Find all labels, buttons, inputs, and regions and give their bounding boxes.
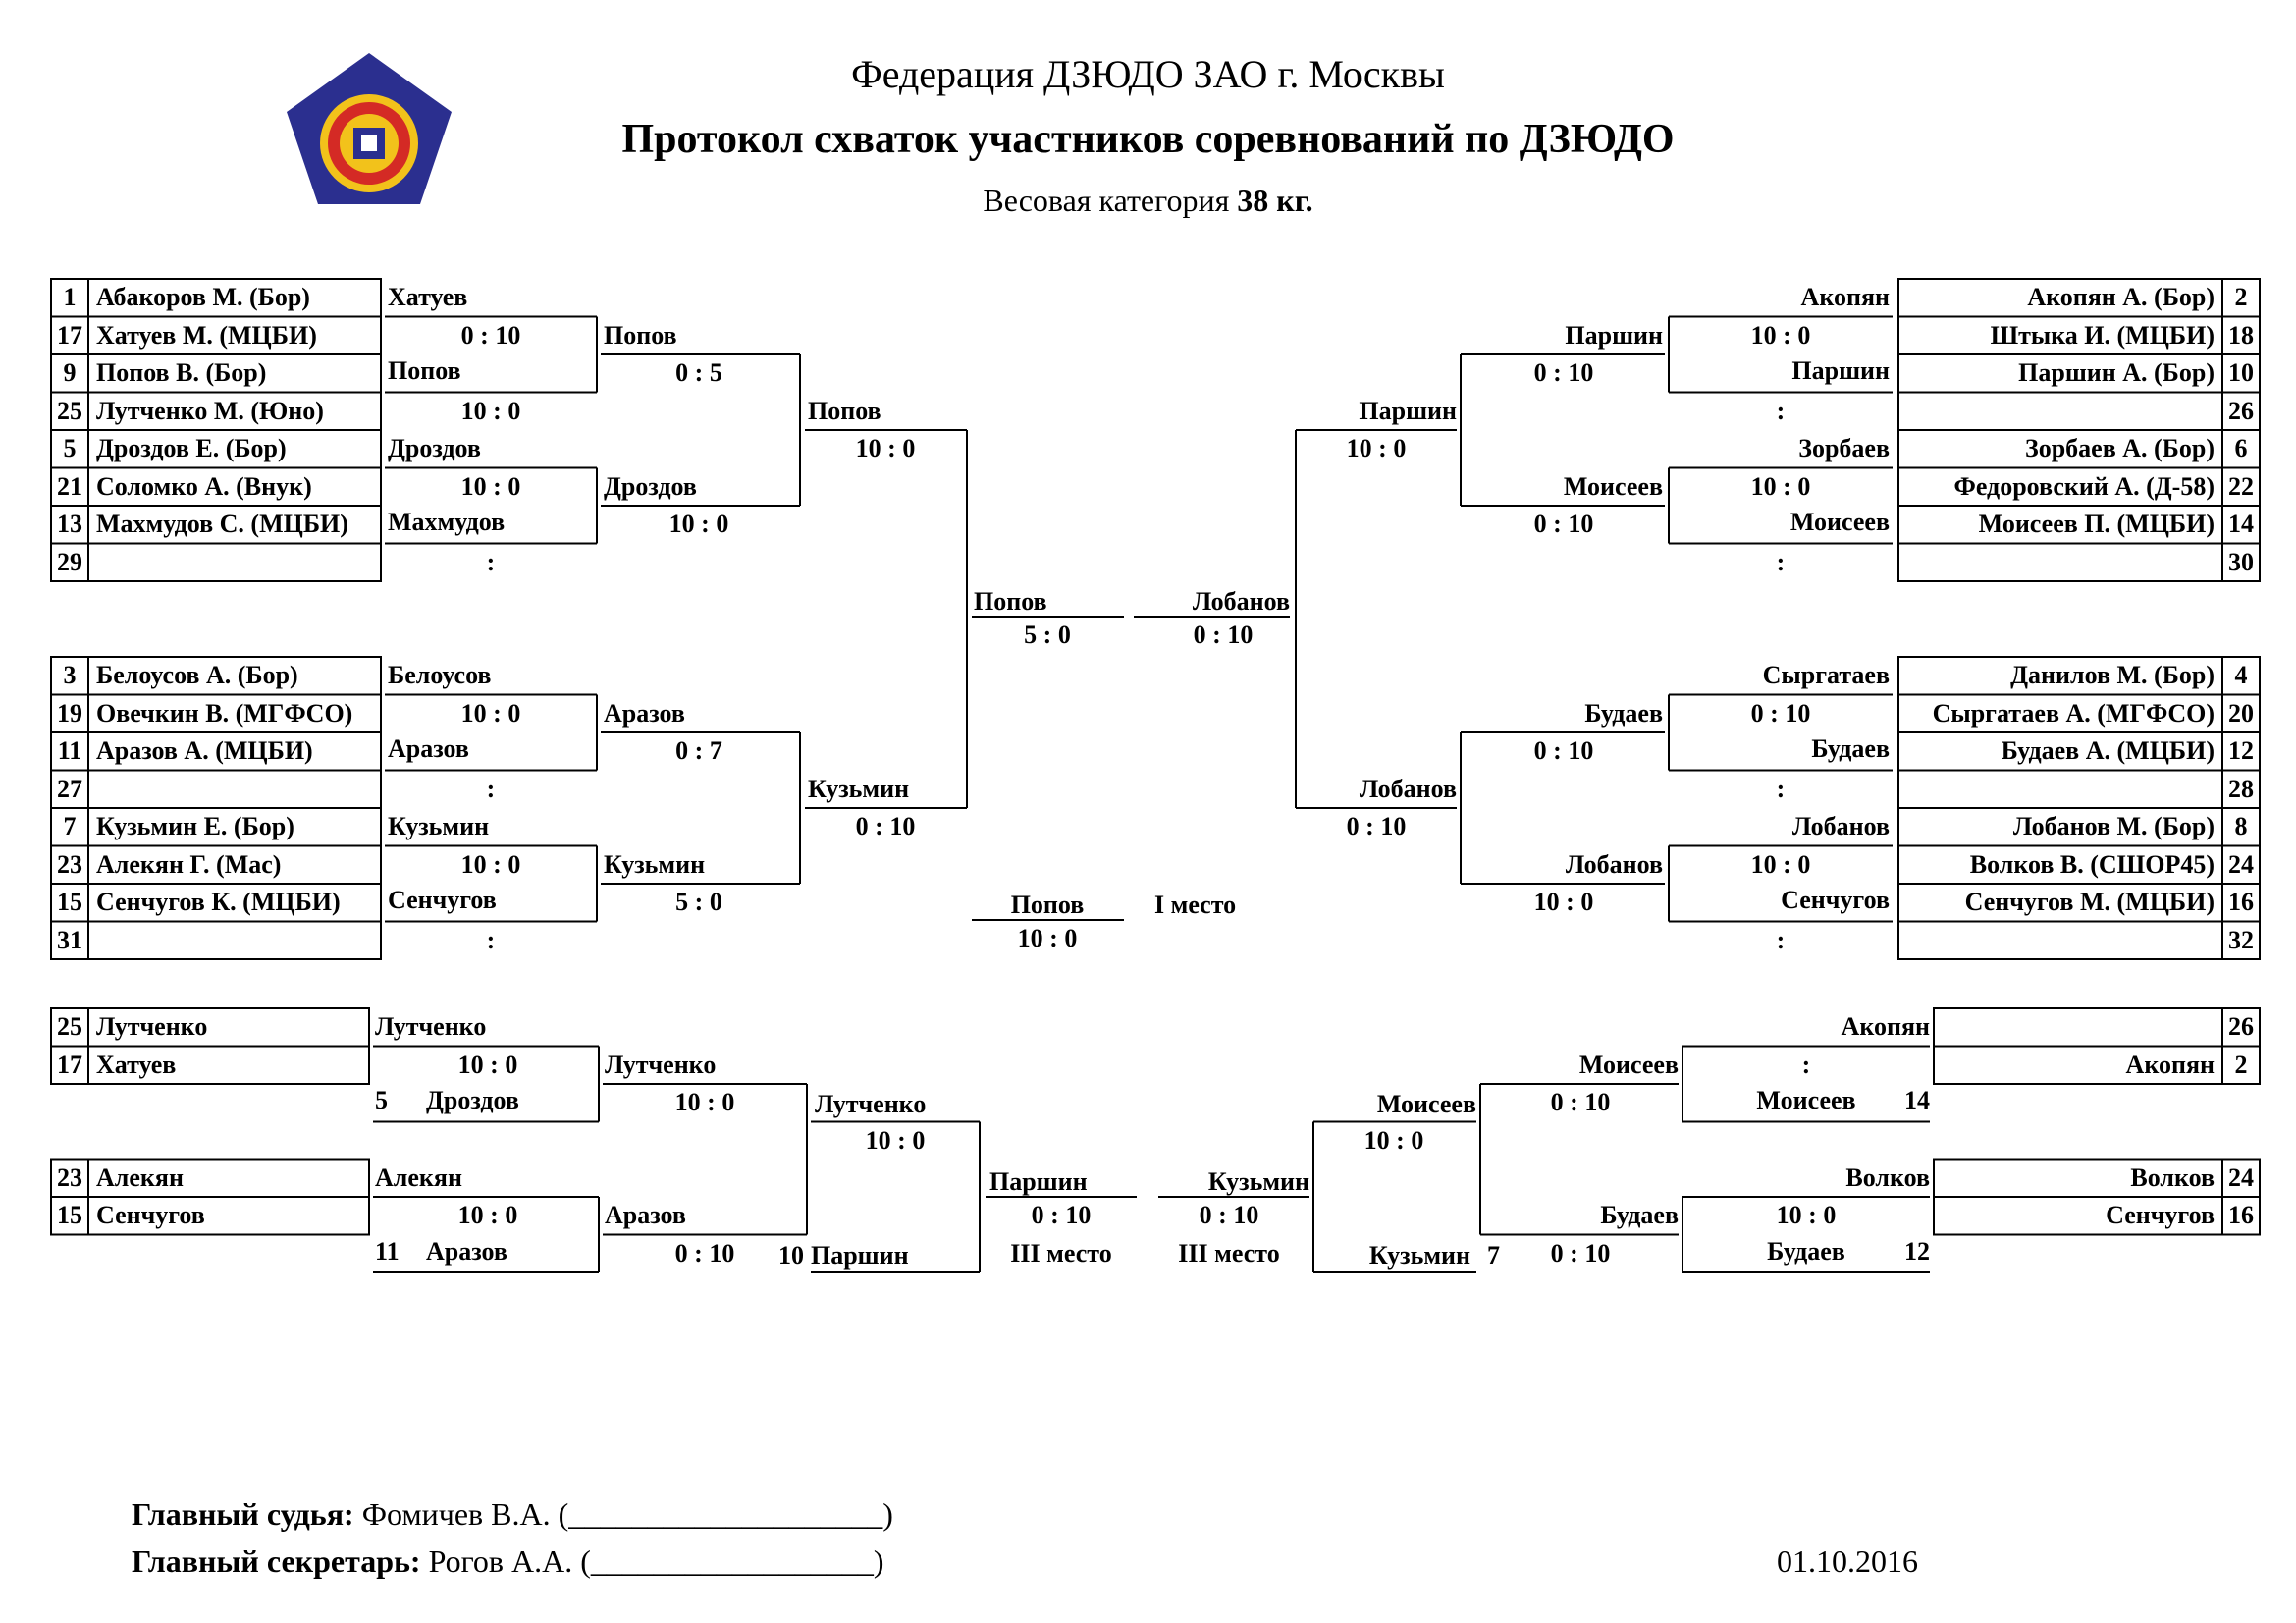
seed-number: 12 <box>2228 736 2254 765</box>
seed-number: 26 <box>2228 396 2254 425</box>
match-score: 10 : 0 <box>457 1201 518 1229</box>
protocol-title: Протокол схваток участников соревнований по ДЗЮДО <box>621 117 1675 162</box>
winner-name: Акопян <box>1841 1012 1930 1041</box>
participant-name: Сенчугов <box>96 1201 205 1229</box>
winner-name: Лобанов <box>1359 774 1457 803</box>
winner-name: Алекян <box>375 1163 462 1192</box>
chief-secretary-label: Главный секретарь: <box>132 1543 421 1579</box>
participant-name: Аразов А. (МЦБИ) <box>96 736 313 765</box>
participant-name: Волков В. (СШОР45) <box>1969 849 2215 879</box>
participant-name: Дроздов <box>426 1086 519 1114</box>
chief-judge <box>132 1496 893 1532</box>
seed-number: 32 <box>2228 925 2254 954</box>
winner-name: Лутченко <box>815 1090 927 1118</box>
seed-number: 22 <box>2228 471 2254 501</box>
semifinal-winner: Попов <box>974 586 1047 616</box>
winner-name: Волков <box>1845 1163 1930 1192</box>
seed-number: 18 <box>2228 320 2254 350</box>
final-winner: Попов <box>1010 890 1085 919</box>
seed-number: 19 <box>57 698 82 728</box>
participant-name: Данилов М. (Бор) <box>2010 661 2215 689</box>
seed-number: 27 <box>57 774 82 803</box>
participant-name: Кузьмин Е. (Бор) <box>96 812 294 840</box>
winner-name: Лобанов <box>1565 849 1663 879</box>
match-score: 10 : 0 <box>668 510 729 538</box>
participant-name: Моисеев <box>1756 1086 1856 1114</box>
winner-name: Кузьмин <box>808 774 910 803</box>
winner-name: Махмудов <box>388 508 506 536</box>
seed-number: 28 <box>2228 774 2254 803</box>
winner-name: Лутченко <box>375 1012 487 1041</box>
match-score: 0 : 5 <box>675 358 722 387</box>
match-score: 0 : 10 <box>1193 621 1254 649</box>
winner-name: Паршин <box>1359 396 1457 425</box>
participant-name: Моисеев П. (МЦБИ) <box>1978 510 2215 538</box>
match-score: 10 : 0 <box>457 1050 518 1079</box>
winner-name: Будаев <box>1811 734 1890 763</box>
seed-number: 2 <box>2234 283 2248 311</box>
participant-name: Сыргатаев А. (МГФСО) <box>1932 698 2215 728</box>
participant-name: Хатуев <box>96 1050 177 1079</box>
seed-number: 1 <box>63 283 77 311</box>
match-score: 10 : 0 <box>1363 1125 1424 1155</box>
match-score: 0 : 10 <box>674 1238 735 1268</box>
winner-name: Моисеев <box>1563 471 1663 501</box>
match-score: : <box>486 925 496 954</box>
participant-name: Лобанов М. (Бор) <box>2012 812 2215 840</box>
seed-number: 6 <box>2234 434 2248 462</box>
bronze-winner: Паршин <box>989 1166 1088 1196</box>
participant-name: Дроздов Е. (Бор) <box>96 434 287 462</box>
match-score: 10 : 0 <box>460 471 521 501</box>
winner-name: Аразов <box>605 1201 686 1229</box>
semifinal-winner: Лобанов <box>1192 586 1290 616</box>
winner-name: Аразов <box>604 698 685 728</box>
winner-name: Моисеев <box>1376 1090 1476 1118</box>
seed-number: 29 <box>57 547 82 576</box>
participant-name: Акопян <box>2125 1050 2215 1079</box>
match-score: : <box>486 547 496 576</box>
match-score: : <box>1776 396 1786 425</box>
seed-number: 5 <box>63 434 77 462</box>
seed-number: 13 <box>57 510 82 538</box>
winner-name: Будаев <box>1600 1201 1679 1229</box>
winner-name: Сенчугов <box>388 886 497 914</box>
weight-category-label: Весовая категория <box>983 183 1230 218</box>
federation-title: Федерация ДЗЮДО ЗАО г. Москвы <box>851 52 1445 96</box>
participant-name: Будаев А. (МЦБИ) <box>2001 736 2215 765</box>
seed-number: 9 <box>63 358 77 387</box>
participant-name: Кузьмин <box>1368 1240 1470 1270</box>
winner-name: Акопян <box>1800 283 1890 311</box>
seed-number: 24 <box>2228 849 2254 879</box>
participant-name: Зорбаев А. (Бор) <box>2024 434 2215 462</box>
participant-name: Акопян А. (Бор) <box>2027 283 2215 311</box>
match-score: : <box>1776 774 1786 803</box>
seed-number: 10 <box>778 1240 804 1270</box>
participant-name: Попов В. (Бор) <box>96 358 267 387</box>
participant-name: Алекян Г. (Мас) <box>96 849 282 879</box>
participant-name: Паршин А. (Бор) <box>2018 358 2215 387</box>
seed-number: 5 <box>375 1086 388 1114</box>
winner-name: Дроздов <box>604 471 697 501</box>
winner-name: Сенчугов <box>1781 886 1890 914</box>
match-score: 0 : 10 <box>1533 358 1594 387</box>
match-score: 5 : 0 <box>675 888 722 916</box>
match-score: 10 : 0 <box>1750 471 1811 501</box>
match-score: 10 : 0 <box>1750 849 1811 879</box>
seed-number: 23 <box>57 849 82 879</box>
winner-name: Аразов <box>388 734 469 763</box>
protocol-date: 01.10.2016 <box>1777 1543 1918 1579</box>
seed-number: 16 <box>2228 1201 2254 1229</box>
winner-name: Попов <box>388 356 461 385</box>
seed-number: 17 <box>57 320 82 350</box>
match-score: 10 : 0 <box>460 849 521 879</box>
weight-category-value: 38 кг. <box>1237 183 1313 218</box>
match-score: 10 : 0 <box>1533 888 1594 916</box>
winner-name: Белоусов <box>388 661 492 689</box>
match-score: 10 : 0 <box>855 434 916 462</box>
seed-number: 2 <box>2234 1050 2248 1079</box>
winner-name: Попов <box>604 320 677 350</box>
seed-number: 25 <box>57 1012 82 1041</box>
match-score: 0 : 10 <box>460 320 521 350</box>
match-score: : <box>1776 925 1786 954</box>
participant-name: Лутченко <box>96 1012 208 1041</box>
winner-name: Попов <box>808 396 881 425</box>
participant-name: Махмудов С. (МЦБИ) <box>96 510 348 538</box>
seed-number: 15 <box>57 1201 82 1229</box>
participant-name: Паршин <box>811 1240 909 1270</box>
participant-name: Овечкин В. (МГФСО) <box>96 698 353 728</box>
match-score: 0 : 10 <box>1533 510 1594 538</box>
participant-name: Сенчугов <box>2106 1201 2215 1229</box>
chief-judge-name: Фомичев В.А. (____________________) <box>361 1496 893 1532</box>
match-score: 10 : 0 <box>460 396 521 425</box>
participant-name: Хатуев М. (МЦБИ) <box>96 320 317 350</box>
winner-name: Хатуев <box>388 283 468 311</box>
seed-number: 4 <box>2234 661 2248 689</box>
winner-name: Моисеев <box>1789 508 1890 536</box>
first-place-label: I место <box>1154 890 1237 919</box>
seed-number: 11 <box>57 736 82 765</box>
seed-number: 14 <box>2228 510 2254 538</box>
participant-name: Штыка И. (МЦБИ) <box>1990 320 2215 350</box>
chief-secretary-name: Рогов А.А. (__________________) <box>428 1543 884 1579</box>
seed-number: 10 <box>2228 358 2254 387</box>
chief-judge-label: Главный судья: <box>132 1496 354 1532</box>
participant-name: Белоусов А. (Бор) <box>96 661 298 689</box>
winner-name: Зорбаев <box>1798 434 1890 462</box>
match-score: 0 : 10 <box>855 812 916 840</box>
match-score: 0 : 10 <box>1199 1201 1259 1229</box>
match-score: 10 : 0 <box>1017 924 1078 952</box>
match-score: 0 : 7 <box>675 736 722 765</box>
seed-number: 23 <box>57 1163 82 1192</box>
seed-number: 31 <box>57 925 82 954</box>
winner-name: Паршин <box>1565 320 1663 350</box>
participant-name: Сенчугов К. (МЦБИ) <box>96 888 341 916</box>
participant-name: Аразов <box>426 1236 507 1266</box>
participant-name: Соломко А. (Внук) <box>96 471 312 501</box>
seed-number: 20 <box>2228 698 2254 728</box>
participant-name: Алекян <box>96 1163 184 1192</box>
match-score: 0 : 10 <box>1550 1088 1611 1116</box>
seed-number: 7 <box>1487 1240 1500 1270</box>
winner-name: Будаев <box>1584 698 1663 728</box>
chief-secretary <box>132 1543 884 1579</box>
participant-name: Абакоров М. (Бор) <box>96 283 310 311</box>
match-score: 0 : 10 <box>1550 1238 1611 1268</box>
seed-number: 11 <box>375 1236 400 1266</box>
match-score: : <box>1801 1050 1811 1079</box>
match-score: 5 : 0 <box>1024 621 1071 649</box>
winner-name: Кузьмин <box>388 812 490 840</box>
match-score: 0 : 10 <box>1750 698 1811 728</box>
participant-name: Будаев <box>1767 1236 1845 1266</box>
seed-number: 30 <box>2228 547 2254 576</box>
match-score: 10 : 0 <box>460 698 521 728</box>
bronze-winner: Кузьмин <box>1207 1166 1309 1196</box>
third-place-label: III место <box>1010 1238 1112 1268</box>
winner-name: Сыргатаев <box>1762 661 1890 689</box>
seed-number: 25 <box>57 396 82 425</box>
participant-name: Волков <box>2130 1163 2215 1192</box>
match-score: 10 : 0 <box>674 1088 735 1116</box>
winner-name: Лобанов <box>1791 812 1890 840</box>
winner-name: Моисеев <box>1578 1050 1679 1079</box>
match-score: 10 : 0 <box>1346 434 1407 462</box>
match-score: : <box>1776 547 1786 576</box>
participant-name: Сенчугов М. (МЦБИ) <box>1964 888 2215 916</box>
winner-name: Паршин <box>1791 356 1890 385</box>
winner-name: Кузьмин <box>604 849 706 879</box>
seed-number: 3 <box>63 661 77 689</box>
seed-number: 24 <box>2228 1163 2254 1192</box>
match-score: 0 : 10 <box>1031 1201 1092 1229</box>
seed-number: 15 <box>57 888 82 916</box>
match-score: 10 : 0 <box>865 1125 926 1155</box>
seed-number: 21 <box>57 471 82 501</box>
match-score: : <box>486 774 496 803</box>
participant-name: Федоровский А. (Д-58) <box>1953 471 2215 501</box>
seed-number: 17 <box>57 1050 82 1079</box>
seed-number: 16 <box>2228 888 2254 916</box>
match-score: 10 : 0 <box>1776 1201 1837 1229</box>
seed-number: 12 <box>1904 1236 1930 1266</box>
participant-name: Лутченко М. (Юно) <box>96 396 324 425</box>
match-score: 0 : 10 <box>1346 812 1407 840</box>
seed-number: 8 <box>2234 812 2248 840</box>
match-score: 10 : 0 <box>1750 320 1811 350</box>
match-score: 0 : 10 <box>1533 736 1594 765</box>
seed-number: 14 <box>1904 1086 1930 1114</box>
seed-number: 7 <box>63 812 77 840</box>
seed-number: 26 <box>2228 1012 2254 1041</box>
winner-name: Лутченко <box>605 1050 717 1079</box>
winner-name: Дроздов <box>388 434 481 462</box>
third-place-label: III место <box>1178 1238 1280 1268</box>
